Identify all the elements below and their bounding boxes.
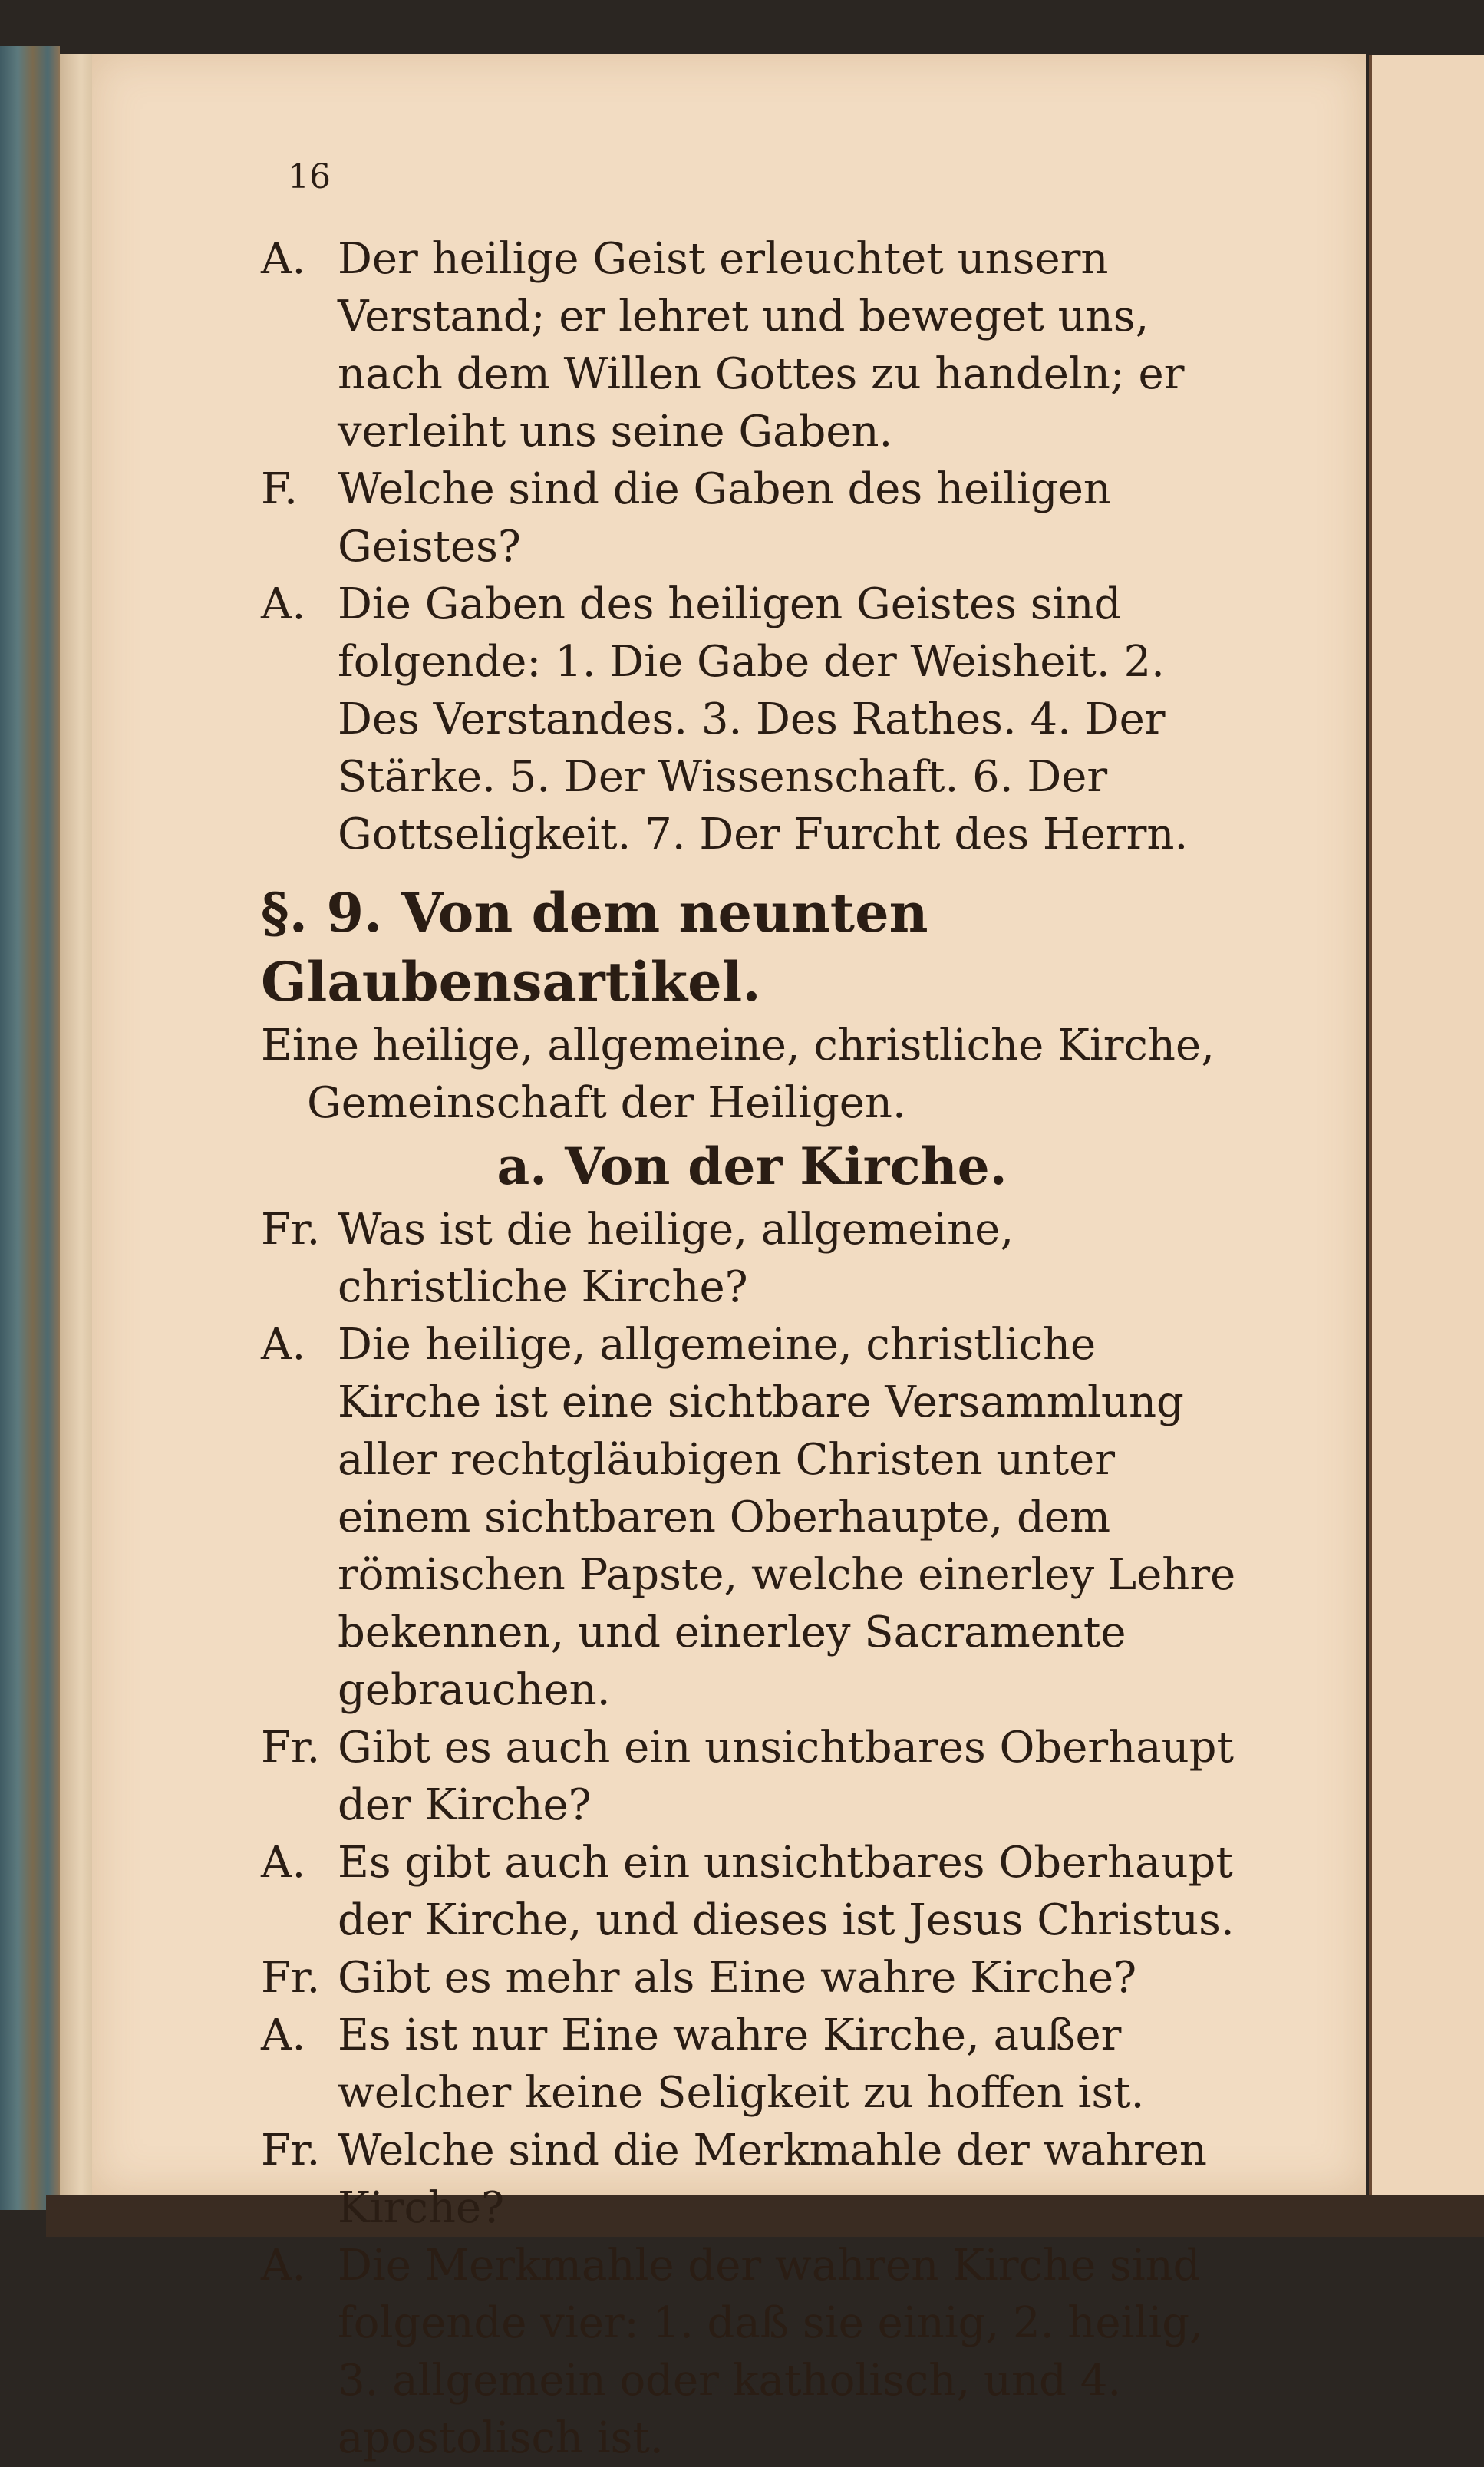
answer-text: Der heilige Geist erleuchtet unsern Verstand; er lehret und beweget uns, nach dem Willen Gottes zu handeln; er verleiht uns seine Gaben. bbox=[338, 234, 1185, 457]
question-mark: Fr. bbox=[261, 1723, 321, 1773]
answer-mark: A. bbox=[261, 234, 306, 284]
answer-text: Die Gaben des heiligen Geistes sind folgende: 1. Die Gabe der Weisheit. 2. Des Verstandes. 3. Des Rathes. 4. Der Stärke. 5. Der Wissenschaft. 6. Der Gottseligkeit. 7. Der Furcht des Herrn. bbox=[338, 579, 1189, 859]
answer-block bbox=[261, 576, 1243, 863]
question-text: Gibt es mehr als Eine wahre Kirche? bbox=[338, 1953, 1137, 2003]
question-block bbox=[261, 1719, 1243, 1834]
answer-mark: A. bbox=[261, 1838, 306, 1888]
answer-text: Die Merkmahle der wahren Kirche sind folgende vier: 1. daß sie einig, 2. heilig, 3. allgemein oder katholisch, und 4. apostolisch ist. bbox=[338, 2241, 1203, 2463]
answer-text: Es ist nur Eine wahre Kirche, außer welcher keine Seligkeit zu hoffen ist. bbox=[338, 2010, 1145, 2118]
question-text: Welche sind die Gaben des heiligen Geistes? bbox=[338, 464, 1111, 572]
question-mark: F. bbox=[261, 464, 298, 514]
page-number: 16 bbox=[288, 157, 331, 196]
answer-block bbox=[261, 2237, 1243, 2467]
answer-mark: A. bbox=[261, 2241, 306, 2291]
answer-text: Die heilige, allgemeine, christliche Kirche ist eine sichtbare Versammlung aller rechtgläubigen Christen unter einem sichtbaren Oberhaupte, dem römischen Papste, welche einerley Lehre bekennen, und einerley Sacramente gebrauchen. bbox=[338, 1320, 1236, 1715]
book-spine bbox=[0, 46, 60, 2210]
answer-mark: A. bbox=[261, 2010, 306, 2060]
answer-text: Es gibt auch ein unsichtbares Oberhaupt der Kirche, und dieses ist Jesus Christus. bbox=[338, 1838, 1235, 1945]
question-block bbox=[261, 2122, 1243, 2237]
answer-mark: A. bbox=[261, 1320, 306, 1370]
answer-block bbox=[261, 2007, 1243, 2122]
page-text bbox=[261, 230, 1243, 2467]
section-heading: §. 9. Von dem neunten Glaubensartikel. bbox=[261, 881, 928, 1014]
article-text: Eine heilige, allgemeine, christliche Kirche, Gemeinschaft der Heiligen. bbox=[261, 1021, 1215, 1128]
answer-block bbox=[261, 1316, 1243, 1719]
question-block bbox=[261, 1949, 1243, 2007]
question-text: Gibt es auch ein unsichtbares Oberhaupt der Kirche? bbox=[338, 1723, 1235, 1830]
question-text: Was ist die heilige, allgemeine, christliche Kirche? bbox=[338, 1205, 1014, 1312]
question-block bbox=[261, 460, 1243, 576]
question-mark: Fr. bbox=[261, 1205, 321, 1255]
page-edge bbox=[60, 54, 95, 2202]
answer-block bbox=[261, 230, 1243, 460]
question-text: Welche sind die Merkmahle der wahren Kirche? bbox=[338, 2126, 1207, 2233]
sub-heading: a. Von der Kirche. bbox=[496, 1136, 1007, 1196]
answer-block bbox=[261, 1834, 1243, 1949]
facing-page bbox=[1369, 55, 1484, 2196]
question-block bbox=[261, 1201, 1243, 1316]
answer-mark: A. bbox=[261, 579, 306, 629]
question-mark: Fr. bbox=[261, 1953, 321, 2003]
question-mark: Fr. bbox=[261, 2126, 321, 2175]
